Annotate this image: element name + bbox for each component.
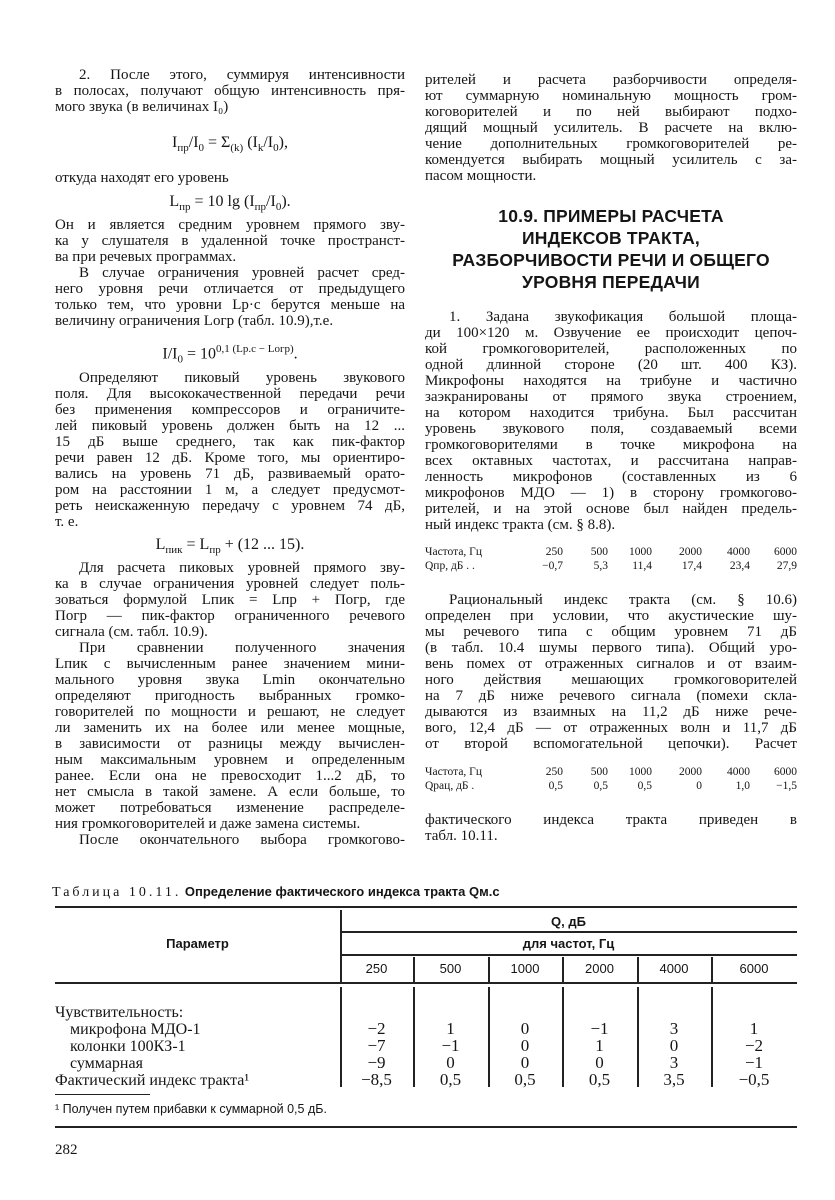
- param-header: Параметр: [166, 936, 229, 951]
- text-line: без применения компрессоров и ограничите-: [55, 402, 405, 418]
- value-cell: −0,7: [542, 560, 563, 572]
- value-cell: 6000: [774, 766, 797, 778]
- text-line: 1. Задана звукофикация большой площа-: [449, 309, 797, 325]
- text-line: всех октавных частотах, и рассчитана направ-: [425, 453, 797, 469]
- text-line: 2. После этого, суммируя интенсивности: [79, 67, 405, 83]
- row-label: Qрац, дБ .: [425, 780, 475, 792]
- text-line: микрофонов МДО — 1) в сторону громкогово-: [425, 485, 797, 501]
- text-line: ка в случае ограничения уровней следует поль-: [55, 576, 405, 592]
- table-cell: 1: [595, 1036, 604, 1055]
- text-line: может потребоваться изменение распределе-: [55, 800, 405, 816]
- text-line: ранее. Если она не превосходит 1...2 дБ, то: [55, 768, 405, 784]
- formula-superscript: 0,1 (Lр.с − Lогр): [216, 343, 294, 355]
- text-line: него уровня речи отличается от предыдущего: [55, 281, 405, 297]
- table-cell: −0,5: [738, 1070, 770, 1089]
- paragraph: [55, 217, 405, 265]
- text-line: ным максимальным уровнем и определенным: [55, 752, 405, 768]
- text-line: ния громкоговорителей и даже замена системы.: [55, 816, 361, 832]
- table-cell: −1: [744, 1053, 764, 1072]
- text-line: фактического индекса тракта приведен в: [425, 812, 797, 828]
- text-line: поля. Для высококачественной передачи речи: [55, 386, 405, 402]
- formula-part: = L: [182, 536, 210, 553]
- paragraph: [425, 812, 797, 844]
- table-caption: [52, 884, 500, 901]
- table-caption-title: Определение фактического индекса тракта Qм.с: [184, 884, 500, 899]
- text-line: рителей, и на этой основе был найден предель-: [425, 501, 797, 517]
- table-caption-prefix: Таблица 10.11.: [52, 885, 182, 900]
- value-cell: 0: [696, 780, 702, 792]
- row-label: Частота, Гц: [425, 766, 482, 778]
- table-cell: 0: [595, 1053, 604, 1072]
- table-row-label: суммарная: [70, 1055, 143, 1072]
- q-header: Q, дБ: [551, 914, 586, 929]
- text-line: ный индекс тракта (см. § 8.8).: [425, 517, 616, 533]
- formula-part: /I: [188, 134, 199, 151]
- freq-header: для частот, Гц: [522, 936, 615, 951]
- text-line: громкоговорителями в точке микрофона на: [425, 437, 797, 453]
- freq-column-header: 500: [439, 961, 462, 976]
- text-line: мального уровня звука Lmin окончательно: [55, 672, 405, 688]
- formula-part: L: [155, 536, 166, 553]
- text-line: вого, 12,4 дБ — от отраженных волн и 11,7 дБ: [425, 720, 797, 736]
- paragraph: [425, 309, 797, 533]
- table-cell: 3: [669, 1053, 679, 1072]
- text-line: одной длинной стороне (20 шт. 400 КЗ).: [425, 357, 797, 373]
- text-line: говорителей по мощности и решают, не следует: [55, 704, 405, 720]
- page-number: 282: [55, 1142, 78, 1158]
- text-line: комендуется выбирать мощный усилитель с за-: [425, 152, 797, 168]
- value-cell: 0,5: [593, 780, 608, 792]
- table-rule: [55, 906, 797, 908]
- table-cell: −2: [367, 1019, 386, 1038]
- section-heading: [425, 205, 797, 293]
- text-line: рителей и расчета разборчивости определя-: [425, 72, 797, 88]
- value-cell: 0,5: [548, 780, 563, 792]
- value-cell: 250: [545, 546, 563, 558]
- text-line: определяют пригодность выбранных громко-: [55, 688, 405, 704]
- formula-subscript: пр: [209, 544, 221, 557]
- formula: [55, 115, 405, 170]
- formula-subscript: 0: [273, 142, 279, 155]
- table-rule: [55, 982, 797, 984]
- text-line: т. е.: [55, 514, 79, 530]
- text-line: Lпик с вычисленным ранее значением мини-: [55, 656, 405, 672]
- text-line: вались на уровень 71 дБ, развиваемый орато-: [55, 466, 405, 482]
- footnote-rule: [55, 1094, 150, 1095]
- text-line: ного действия мешающих громкоговорителей: [425, 672, 797, 688]
- value-cell: 500: [590, 546, 608, 558]
- paragraph: [55, 170, 405, 186]
- value-cell: −1,5: [776, 780, 797, 792]
- table-cell: 0: [446, 1053, 455, 1072]
- value-cell: 500: [590, 766, 608, 778]
- paragraph: [55, 370, 405, 530]
- text-line: лей пиковый уровень должен быть на 12 ...: [55, 418, 405, 434]
- table-cell: 3,5: [663, 1070, 685, 1089]
- paragraph: [55, 560, 405, 640]
- heading-line: УРОВНЯ ПЕРЕДАЧИ: [522, 272, 700, 292]
- row-label: Qпр, дБ . .: [425, 560, 475, 572]
- table-cell: 0: [520, 1053, 530, 1072]
- text-line: ленность микрофонов (составленных из 6: [425, 469, 797, 485]
- frequency-row: [425, 765, 797, 779]
- text-line: (в табл. 10.4 шумы первого типа). Общий уро-: [425, 640, 797, 656]
- value-cell: 4000: [727, 766, 750, 778]
- formula-part: ).: [281, 193, 291, 210]
- text-line: Он и является средним уровнем прямого зву-: [55, 217, 405, 233]
- value-cell: 17,4: [681, 560, 702, 572]
- freq-column-header: 250: [365, 961, 388, 976]
- formula: [55, 530, 405, 560]
- frequency-table: [425, 765, 797, 793]
- text-line: мы речевого типа с общим уровнем 71 дБ: [425, 624, 797, 640]
- paragraph: [55, 832, 405, 848]
- formula-subscript: пик: [165, 544, 183, 557]
- text-line: Определяют пиковый уровень звукового: [79, 370, 405, 386]
- text-line: зоваться формулой Lпик = Lпр + Погр, где: [55, 592, 405, 608]
- table-cell: −1: [590, 1019, 609, 1038]
- text-line: ют суммарную номинальную мощность гром-: [425, 88, 797, 104]
- text-line: нет смысла в такой замене. А если больше, то: [55, 784, 405, 800]
- formula-part: L: [169, 193, 180, 210]
- text-line: 15 дБ выше среднего, так как пик-фактор: [55, 434, 405, 450]
- table-cell: 0: [669, 1036, 679, 1055]
- value-cell: 4000: [727, 546, 750, 558]
- formula-part: /I: [263, 134, 274, 151]
- formula-subscript: 0: [198, 142, 205, 155]
- text-line: После окончательного выбора громкогово-: [79, 832, 405, 848]
- text-line: уровень звукового поля, создаваемый всеми: [425, 421, 797, 437]
- frequency-table: [425, 545, 797, 573]
- formula-part: ),: [278, 134, 288, 151]
- value-cell: 2000: [679, 546, 702, 558]
- freq-column-header: 4000: [659, 961, 689, 976]
- footnote: ¹ Получен путем прибавки к суммарной 0,5 дБ.: [55, 1102, 327, 1116]
- formula-subscript: 0: [275, 201, 282, 214]
- frequency-row: [425, 559, 797, 573]
- text-line: в полосах, получают общую интенсивность пря-: [55, 83, 405, 99]
- value-cell: 1000: [629, 546, 652, 558]
- paragraph: [425, 72, 797, 184]
- value-cell: 11,4: [632, 560, 652, 572]
- formula-part: I/I: [162, 345, 178, 363]
- formula-part: = 10 lg (I: [190, 193, 255, 210]
- paragraph: [55, 67, 405, 115]
- value-cell: 6000: [774, 546, 797, 558]
- frequency-row: [425, 545, 797, 559]
- text-line: табл. 10.11.: [425, 828, 498, 844]
- frequency-row: [425, 779, 797, 793]
- text-line: откуда находят его уровень: [55, 170, 229, 186]
- text-line: Рациональный индекс тракта (см. § 10.6): [449, 592, 797, 608]
- formula-part: /I: [266, 193, 276, 210]
- formula-part: = 10: [182, 345, 216, 363]
- paragraph: [55, 265, 405, 329]
- text-line: ром на расстоянии 1 м, а следует предусмот-: [55, 482, 405, 498]
- table-cell: 0,5: [439, 1070, 462, 1089]
- text-line: заэкранированы от прямого звука строением,: [425, 389, 797, 405]
- text-line: ли заменить их на более или менее мощные,: [55, 720, 405, 736]
- table-cell: 1: [446, 1019, 455, 1038]
- formula-subscript: пр: [254, 201, 267, 214]
- formula-subscript: (k): [230, 142, 244, 155]
- table-cell: 1: [749, 1019, 759, 1038]
- text-line: мого звука (в величинах I₀): [55, 99, 229, 115]
- table-cell: −2: [744, 1036, 764, 1055]
- text-line: реть неискаженную передачу с уровнем 74 дБ,: [55, 498, 405, 514]
- text-line: чение дополнительных громкоговорителей ре-: [425, 136, 797, 152]
- table-row-label: колонки 100КЗ-1: [70, 1038, 186, 1055]
- table-rule: [340, 954, 797, 956]
- table-row-label: микрофона МДО-1: [70, 1021, 201, 1038]
- text-line: сигнала (см. табл. 10.9).: [55, 624, 208, 640]
- table-rule: [340, 931, 797, 933]
- text-line: пасом мощности.: [425, 168, 537, 184]
- value-cell: 1,0: [735, 780, 750, 792]
- text-line: кой громкоговорителей, расположенных по: [425, 341, 797, 357]
- table-cell: −7: [367, 1036, 386, 1055]
- table-cell: −8,5: [361, 1070, 392, 1089]
- text-line: Погр — пик-фактор ограниченного речевого: [55, 608, 405, 624]
- formula-part: + (12 ... 15).: [220, 536, 305, 553]
- text-line: дящий мощный усилитель. В расчете на вклю-: [425, 120, 797, 136]
- formula-subscript: пр: [179, 201, 191, 214]
- formula-part: (I: [243, 134, 258, 151]
- table-cell: −9: [367, 1053, 386, 1072]
- text-line: Для расчета пиковых уровней прямого зву-: [79, 560, 405, 576]
- value-cell: 0,5: [637, 780, 652, 792]
- text-line: дываются из взаимных на 11,2 дБ ниже рече-: [425, 704, 797, 720]
- table-row-label: Фактический индекс тракта¹: [55, 1072, 250, 1089]
- text-line: коговорителей и по ней выбирают подхо-: [425, 104, 797, 120]
- freq-column-header: 1000: [510, 961, 540, 976]
- text-line: величину ограничения Lогр (табл. 10.9),т.е.: [55, 313, 334, 329]
- heading-line: ИНДЕКСОВ ТРАКТА,: [522, 228, 700, 248]
- row-label: Частота, Гц: [425, 546, 482, 558]
- heading-line: РАЗБОРЧИВОСТИ РЕЧИ И ОБЩЕГО: [452, 250, 770, 270]
- paragraph: [55, 640, 405, 832]
- table-cell: 0: [520, 1019, 530, 1038]
- text-line: в зависимости от разницы между вычислен-: [55, 736, 405, 752]
- value-cell: 2000: [679, 766, 702, 778]
- formula-part: = Σ: [204, 134, 231, 151]
- formula: [55, 186, 405, 217]
- formula-subscript: 0: [177, 353, 183, 366]
- text-line: на 7 дБ ниже речевого сигнала (помехи скла-: [425, 688, 797, 704]
- paragraph: [425, 592, 797, 752]
- text-line: вень помех от отраженных сигналов и от взаим-: [425, 656, 797, 672]
- table-cell: 3: [669, 1019, 679, 1038]
- text-line: речи равен 12 дБ. Кроме того, мы ориентиро-: [55, 450, 405, 466]
- text-line: В случае ограничения уровней расчет сред-: [79, 265, 405, 281]
- formula-part: I: [172, 134, 178, 151]
- text-line: ва при речевых программах.: [55, 249, 237, 265]
- text-line: определен при условии, что акустические шу-: [425, 608, 797, 624]
- value-cell: 1000: [629, 766, 652, 778]
- text-line: на котором находится трибуна. Был рассчитан: [425, 405, 797, 421]
- table-row-label: Чувствительность:: [55, 1004, 184, 1021]
- formula-subscript: k: [257, 142, 264, 155]
- value-cell: 27,9: [776, 560, 797, 572]
- formula: [55, 329, 405, 370]
- heading-line: 10.9. ПРИМЕРЫ РАСЧЕТА: [498, 206, 724, 226]
- formula-subscript: пр: [177, 142, 189, 155]
- table-cell: −1: [441, 1036, 460, 1055]
- value-cell: 250: [545, 766, 563, 778]
- table-cell: 0,5: [514, 1070, 536, 1089]
- text-line: только тем, что уровни Lр·с берутся меньше на: [55, 297, 405, 313]
- bottom-rule: [55, 1126, 797, 1128]
- formula-part: .: [293, 345, 298, 363]
- text-line: ка у слушателя в удаленной точке пространст-: [55, 233, 405, 249]
- text-line: Микрофоны находятся на трибуне и частично: [425, 373, 797, 389]
- text-line: При сравнении полученного значения: [79, 640, 405, 656]
- value-cell: 23,4: [729, 560, 750, 572]
- freq-column-header: 6000: [739, 961, 769, 976]
- value-cell: 5,3: [593, 560, 608, 572]
- text-line: ди 100×120 м. Озвучение ее происходит цепоч-: [425, 325, 797, 341]
- table-cell: 0,5: [588, 1070, 611, 1089]
- text-line: от второй вспомогательной цепочки). Расчет: [425, 736, 797, 752]
- table-cell: 0: [520, 1036, 530, 1055]
- freq-column-header: 2000: [585, 961, 614, 976]
